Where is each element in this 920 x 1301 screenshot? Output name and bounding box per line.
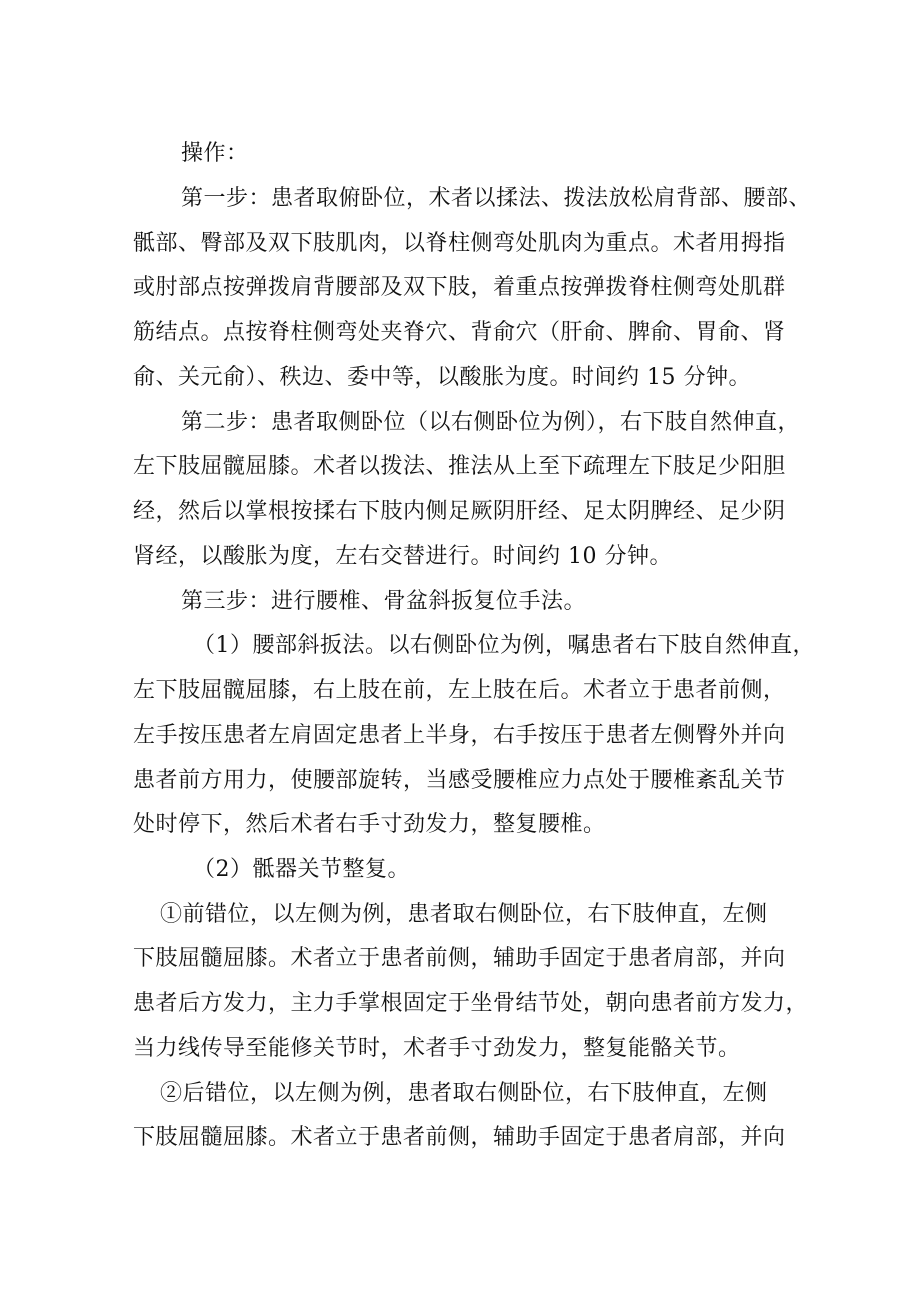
posterior-dislocation-line-1: ②后错位，以左侧为例，患者取右侧卧位，右下肢伸直，左侧 xyxy=(160,1081,768,1106)
lumbar-oblique-line-2: 左下肢屈髋屈膝，右上肢在前，左上肢在后。术者立于患者前侧， xyxy=(133,678,786,703)
step-three-heading: 第三步：进行腰椎、骨盆斜扳复位手法。 xyxy=(181,589,587,614)
step-two-line-4: 肾经，以酸胀为度，左右交替进行。时间约 10 分钟。 xyxy=(133,544,672,569)
sacroiliac-heading: （2）骶器关节整复。 xyxy=(193,857,410,882)
posterior-dislocation-line-2: 下肢屈髓屈膝。术者立于患者前侧，辅助手固定于患者肩部，并向 xyxy=(133,1125,786,1150)
step-one-line-1: 第一步：患者取俯卧位，术者以揉法、拨法放松肩背部、腰部、 xyxy=(181,186,812,211)
step-one-line-2: 骶部、臀部及双下肢肌肉，以脊柱侧弯处肌肉为重点。术者用拇指 xyxy=(133,231,786,256)
lumbar-oblique-line-4: 患者前方用力，使腰部旋转，当感受腰椎应力点处于腰椎紊乱关节 xyxy=(133,768,786,793)
anterior-dislocation-line-3: 患者后方发力，主力手掌根固定于坐骨结节处，朝向患者前方发力， xyxy=(133,991,809,1016)
step-two-line-1: 第二步：患者取侧卧位（以右侧卧位为例），右下肢自然伸直， xyxy=(181,410,801,435)
step-two-line-3: 经，然后以掌根按揉右下肢内侧足厥阴肝经、足太阴脾经、足少阴 xyxy=(133,499,786,524)
lumbar-oblique-line-5: 处时停下，然后术者右手寸劲发力，整复腰椎。 xyxy=(133,812,606,837)
anterior-dislocation-line-4: 当力线传导至能修关节时，术者手寸劲发力，整复能骼关节。 xyxy=(133,1036,741,1061)
lumbar-oblique-line-1: （1）腰部斜扳法。以右侧卧位为例，嘱患者右下肢自然伸直， xyxy=(193,633,815,658)
anterior-dislocation-line-1: ①前错位，以左侧为例，患者取右侧卧位，右下肢伸直，左侧 xyxy=(160,902,768,927)
step-two-line-2: 左下肢屈髋屈膝。术者以拨法、推法从上至下疏理左下肢足少阳胆 xyxy=(133,454,786,479)
step-one-line-3: 或肘部点按弹拨肩背腰部及双下肢，着重点按弹拨脊柱侧弯处肌群 xyxy=(133,275,786,300)
anterior-dislocation-line-2: 下肢屈髓屈膝。术者立于患者前侧，辅助手固定于患者肩部，并向 xyxy=(133,946,786,971)
step-one-line-4: 筋结点。点按脊柱侧弯处夹脊穴、背俞穴（肝俞、脾俞、胃俞、肾 xyxy=(133,320,786,345)
heading-operation: 操作： xyxy=(181,141,249,166)
lumbar-oblique-line-3: 左手按压患者左肩固定患者上半身，右手按压于患者左侧臀外并向 xyxy=(133,723,786,748)
step-one-line-5: 俞、关元俞）、秩边、委中等，以酸胀为度。时间约 15 分钟。 xyxy=(133,365,751,390)
